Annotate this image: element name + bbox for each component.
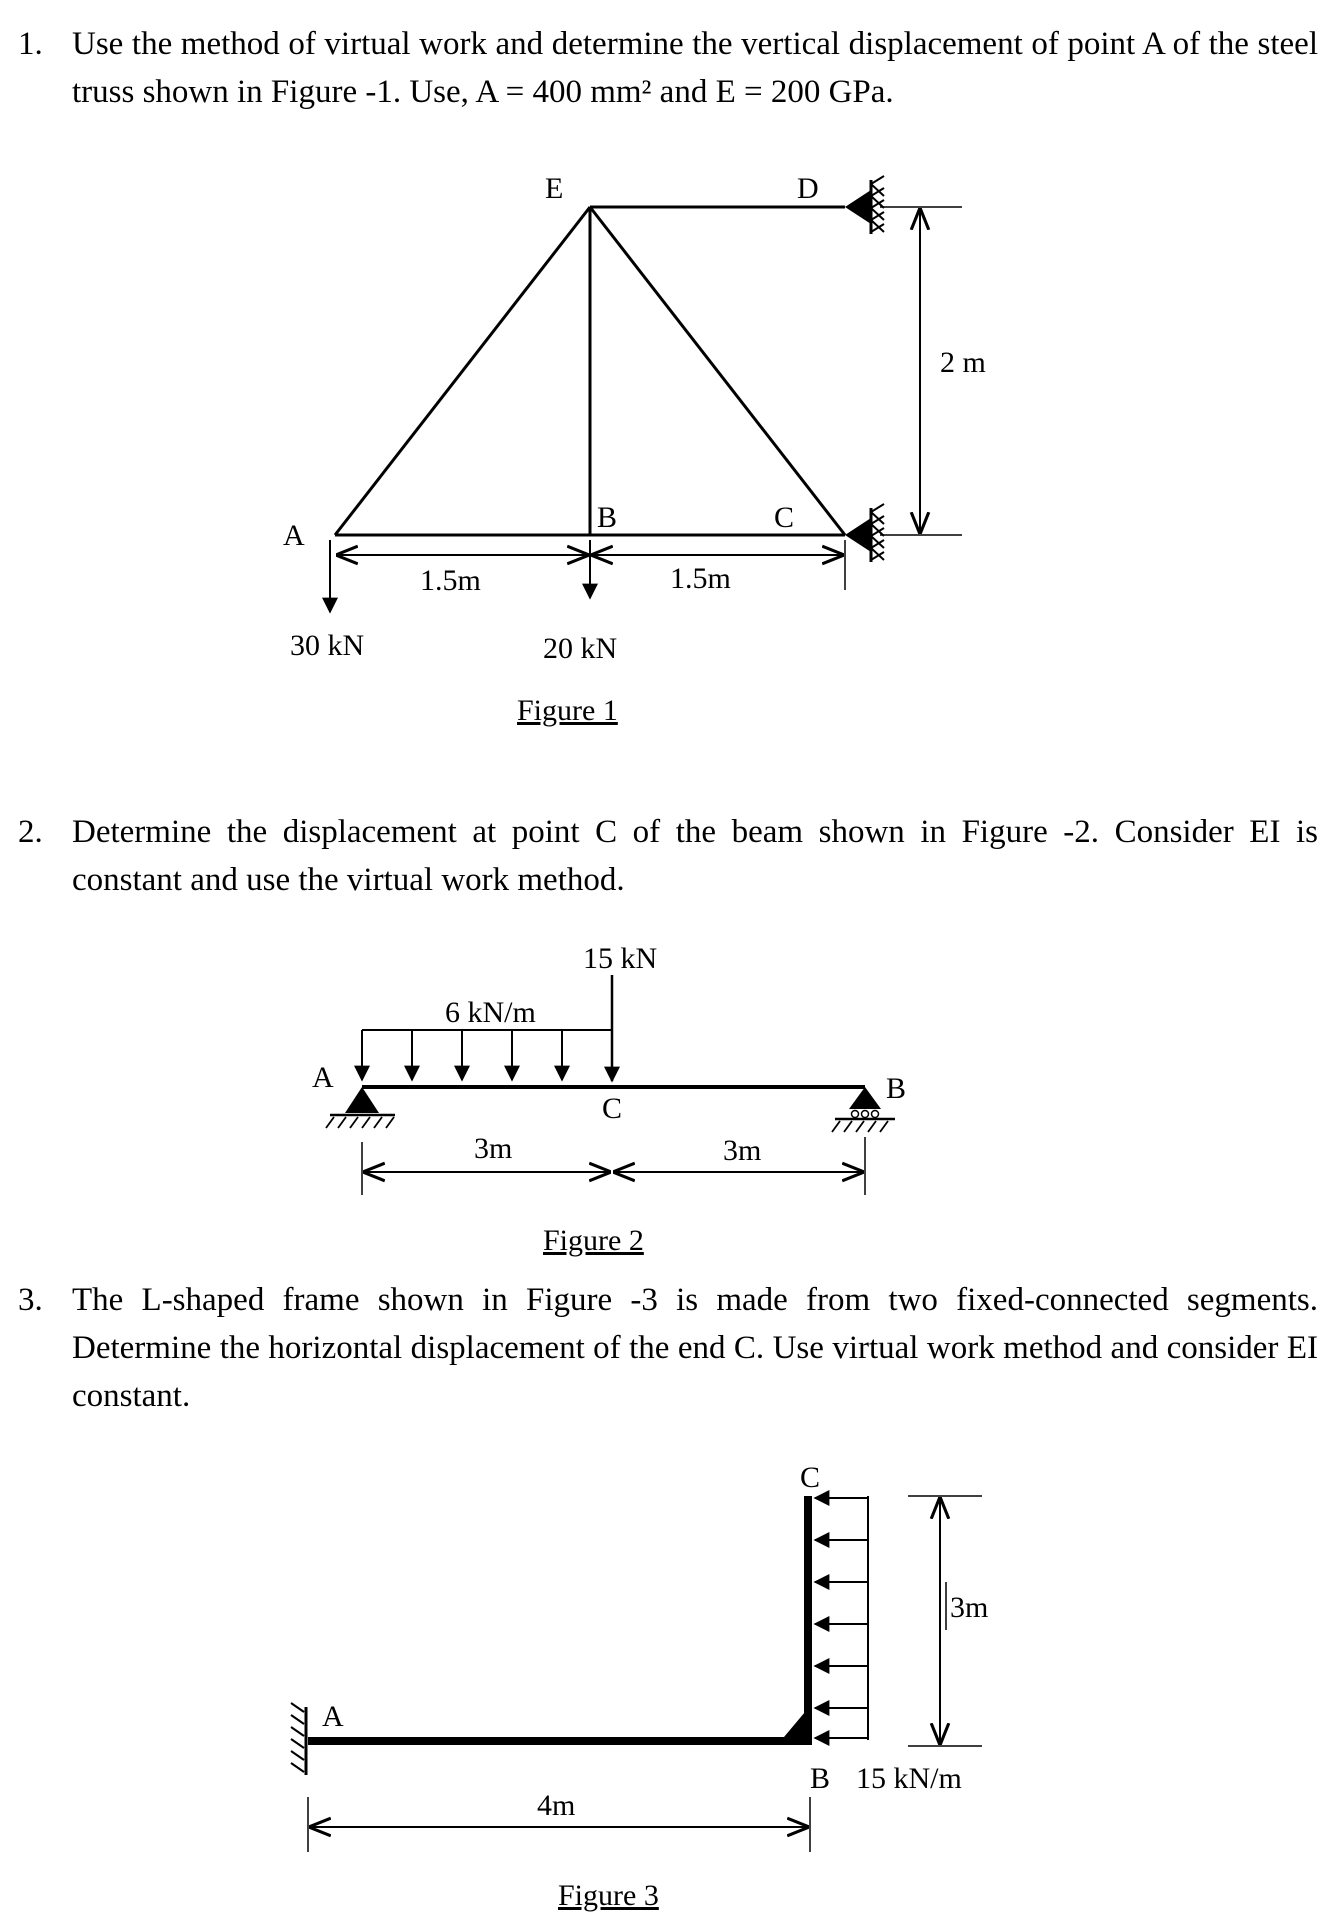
node-D-label: D bbox=[797, 172, 819, 205]
load-label: 15 kN/m bbox=[856, 1762, 962, 1795]
dim-left-label: 3m bbox=[474, 1132, 513, 1165]
figure-3-frame bbox=[291, 1461, 988, 1912]
dim-right-label: 3m bbox=[723, 1134, 762, 1167]
member-AE bbox=[335, 207, 590, 535]
fixed-support-A bbox=[291, 1703, 306, 1775]
span-left-label: 1.5m bbox=[420, 564, 481, 597]
figure-3-caption: Figure 3 bbox=[558, 1879, 659, 1912]
figure-1-caption: Figure 1 bbox=[517, 694, 618, 727]
problem-2-text: Determine the displacement at point C of the beam shown in Figure -2. Consider EI is constant and use the virtual work method. bbox=[72, 814, 1318, 898]
point-load-label: 15 kN bbox=[583, 942, 658, 975]
node-C-label: C bbox=[799, 1461, 821, 1494]
figure-2-beam bbox=[312, 942, 906, 1257]
distributed-load bbox=[362, 996, 612, 1080]
problem-3-number: 3. bbox=[18, 1282, 43, 1318]
figure-2-caption: Figure 2 bbox=[543, 1224, 644, 1257]
node-A-label: A bbox=[312, 1061, 334, 1094]
height-label: 2 m bbox=[940, 346, 986, 379]
problem-1-number: 1. bbox=[18, 26, 43, 62]
pin-support-A bbox=[326, 1087, 395, 1128]
horizontal-dim-label: 4m bbox=[537, 1789, 576, 1822]
truss-members bbox=[335, 207, 845, 535]
vertical-dim-label: 3m bbox=[950, 1591, 989, 1624]
node-A-label: A bbox=[322, 1700, 344, 1733]
problem-3-text: The L-shaped frame shown in Figure -3 is made from two fixed-connected segments. Determine the horizontal displacement of the end C. Use virtual work method and consider EI constant. bbox=[72, 1282, 1318, 1414]
horizontal-dimension bbox=[308, 1789, 810, 1852]
vertical-dimension bbox=[908, 1496, 988, 1746]
span-right-label: 1.5m bbox=[670, 562, 731, 595]
node-C-label: C bbox=[601, 1092, 623, 1125]
figure-1-truss bbox=[283, 172, 986, 727]
node-E-label: E bbox=[545, 172, 564, 205]
member-EC bbox=[590, 207, 845, 535]
horizontal-distributed-load bbox=[815, 1496, 868, 1740]
span-dimensions bbox=[338, 540, 845, 597]
distributed-load-label: 6 kN/m bbox=[445, 996, 536, 1029]
height-dimension bbox=[880, 207, 986, 535]
node-B-label: B bbox=[597, 501, 618, 534]
beam-dimensions bbox=[362, 1132, 865, 1195]
pin-support-C bbox=[845, 504, 884, 562]
load-A-label: 30 kN bbox=[290, 629, 365, 662]
node-C-label: C bbox=[774, 501, 795, 534]
pin-support-D bbox=[845, 176, 884, 234]
problem-2-number: 2. bbox=[18, 814, 43, 850]
rigid-joint bbox=[784, 1712, 805, 1737]
node-B-label: B bbox=[886, 1072, 907, 1105]
node-A-label: A bbox=[283, 519, 305, 552]
load-B-label: 20 kN bbox=[543, 632, 618, 665]
node-B-label: B bbox=[810, 1762, 831, 1795]
problem-1-text: Use the method of virtual work and determine the vertical displacement of point A of the steel truss shown in Figure -1. Use, A = 400 mm² and E = 200 GPa. bbox=[72, 26, 1318, 110]
